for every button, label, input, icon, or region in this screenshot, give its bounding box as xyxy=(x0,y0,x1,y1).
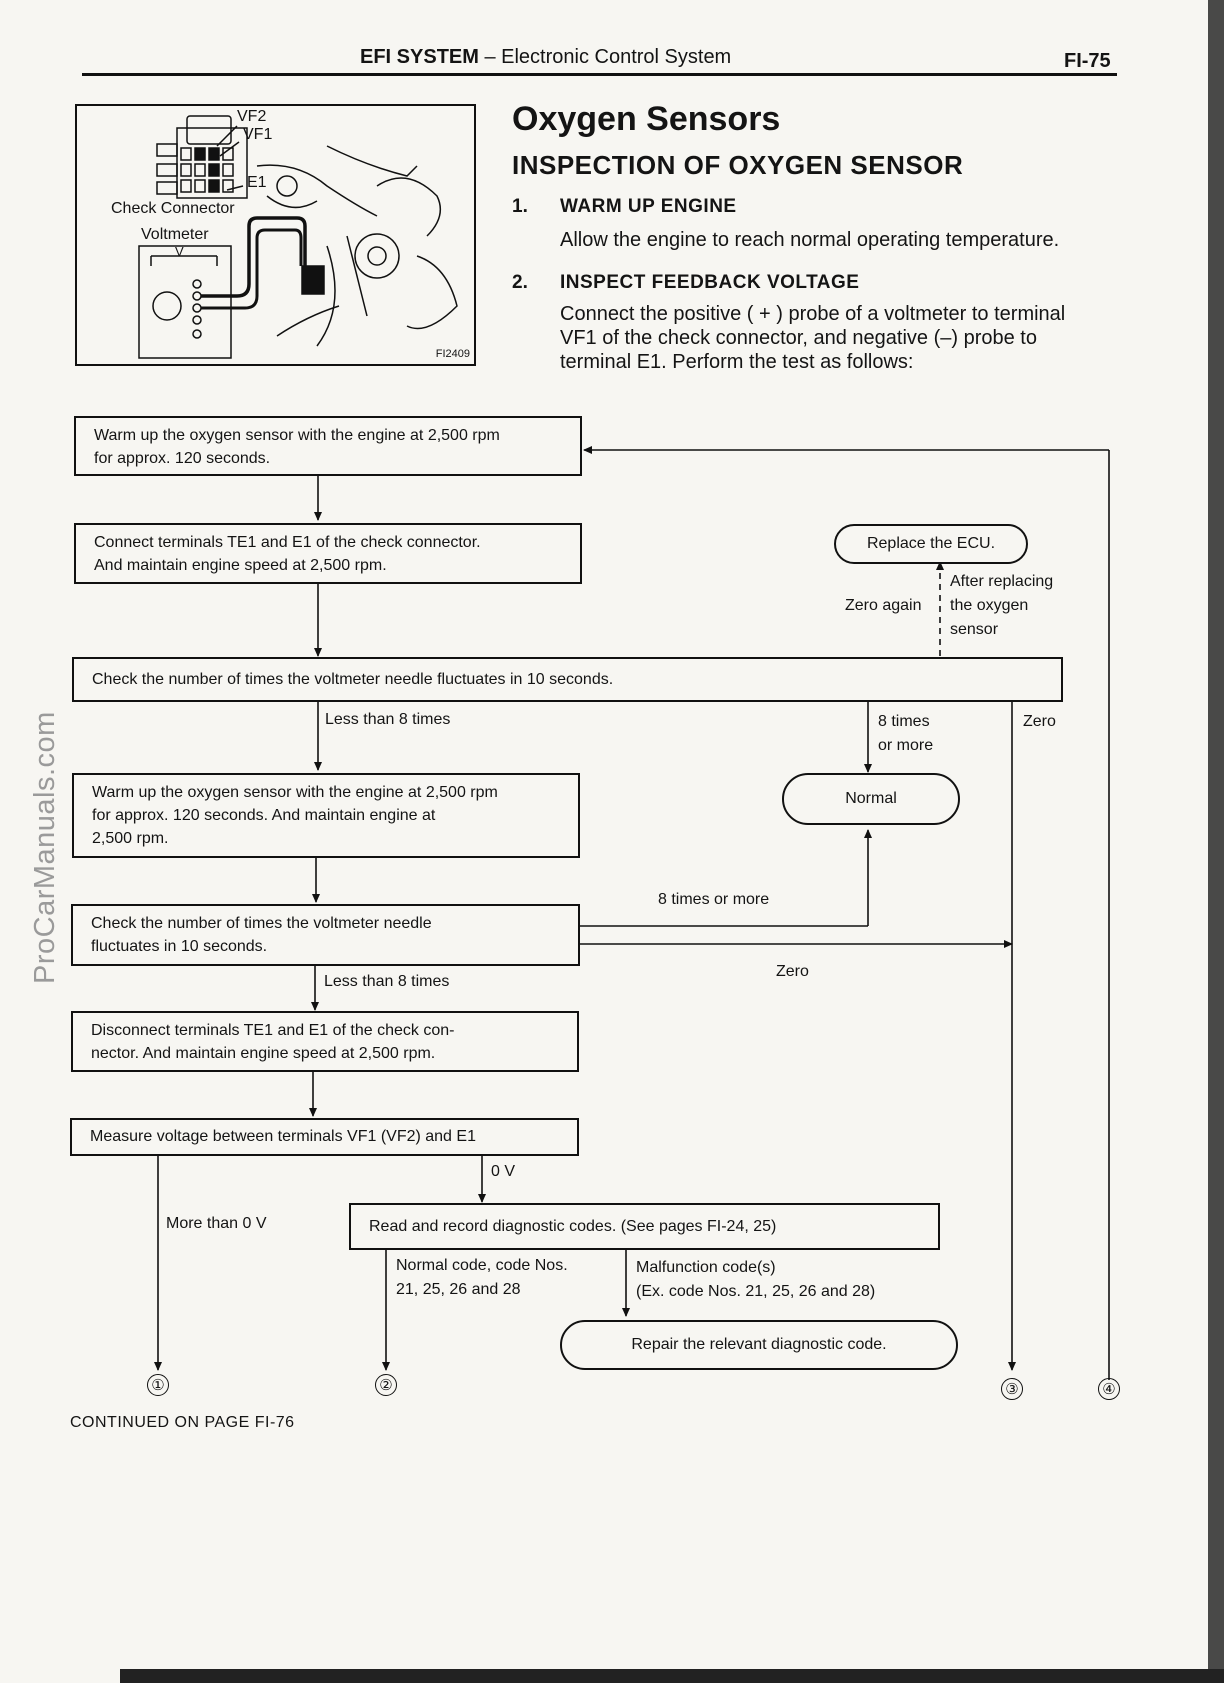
label-vf2: VF2 xyxy=(237,108,267,125)
section-subtitle: INSPECTION OF OXYGEN SENSOR xyxy=(512,150,964,180)
watermark: ProCarManuals.com xyxy=(29,711,61,984)
flow-box-warm-up-again xyxy=(72,773,580,858)
flow-replace-ecu: Replace the ECU. xyxy=(834,524,1028,564)
less-than-8-label-2: Less than 8 times xyxy=(324,973,450,990)
after-replacing-line-3: sensor xyxy=(950,621,999,638)
flow-normal: Normal xyxy=(782,773,960,825)
step-2-number: 2. xyxy=(512,272,528,293)
flow-box-disconnect-line-2: nector. And maintain engine speed at 2,500 rpm. xyxy=(91,1045,436,1062)
flow-box-warm-up-again-line-3: 2,500 rpm. xyxy=(92,830,169,847)
flow-box-measure-voltage: Measure voltage between terminals VF1 (VF2) and E1 xyxy=(70,1118,579,1156)
flow-box-connect-line-1: Connect terminals TE1 and E1 of the check connector. xyxy=(94,534,481,551)
label-vf1: VF1 xyxy=(243,126,273,143)
flow-box-read-codes: Read and record diagnostic codes. (See pages FI-24, 25) xyxy=(349,1203,940,1250)
continued-note: CONTINUED ON PAGE FI-76 xyxy=(70,1414,295,1431)
flow-box-connect-terminals xyxy=(74,523,582,584)
flow-box-warm-up-line-2: for approx. 120 seconds. xyxy=(94,450,271,467)
terminal-2: ② xyxy=(375,1374,397,1396)
flow-box-disconnect-line-1: Disconnect terminals TE1 and E1 of the check con- xyxy=(91,1022,455,1039)
zero-label-1: Zero xyxy=(1023,713,1056,730)
flow-repair-code: Repair the relevant diagnostic code. xyxy=(560,1320,958,1370)
eight-or-more-label-2: 8 times or more xyxy=(658,891,770,908)
step-1-heading: WARM UP ENGINE xyxy=(560,196,737,217)
after-replacing-line-1: After replacing xyxy=(950,573,1054,590)
flow-box-connect-line-2: And maintain engine speed at 2,500 rpm. xyxy=(94,557,387,574)
flow-box-warm-up xyxy=(74,416,582,476)
page-number: FI-75 xyxy=(1064,50,1111,72)
page-edge-shadow xyxy=(1208,0,1224,1683)
page-bottom-shadow xyxy=(120,1669,1224,1683)
flow-box-check-2-line-1: Check the number of times the voltmeter needle xyxy=(91,915,432,932)
label-v: V xyxy=(175,244,184,259)
flow-box-disconnect xyxy=(71,1011,579,1072)
flow-box-warm-up-again-line-2: for approx. 120 seconds. And maintain engine at xyxy=(92,807,436,824)
figure-code: FI2409 xyxy=(435,348,470,360)
malfunction-line-2: (Ex. code Nos. 21, 25, 26 and 28) xyxy=(636,1283,876,1300)
header-title: EFI SYSTEM – Electronic Control System xyxy=(360,46,732,68)
flow-box-warm-up-again-line-1: Warm up the oxygen sensor with the engine at 2,500 rpm xyxy=(92,784,498,801)
flow-box-check-fluctuation-2 xyxy=(71,904,580,966)
terminal-3: ③ xyxy=(1001,1378,1023,1400)
step-2-body-line-3: terminal E1. Perform the test as follows: xyxy=(560,351,914,373)
label-voltmeter: Voltmeter xyxy=(141,226,209,243)
after-replacing-line-2: the oxygen xyxy=(950,597,1029,614)
eight-or-more-label-1-line-1: 8 times xyxy=(878,713,930,730)
step-2-body-line-2: VF1 of the check connector, and negative (–) probe to xyxy=(560,327,1037,349)
flow-box-check-fluctuation: Check the number of times the voltmeter needle fluctuates in 10 seconds. xyxy=(72,657,1063,702)
step-1-body: Allow the engine to reach normal operating temperature. xyxy=(560,229,1060,251)
flow-box-check-2-line-2: fluctuates in 10 seconds. xyxy=(91,938,268,955)
step-2-heading: INSPECT FEEDBACK VOLTAGE xyxy=(560,272,860,293)
label-check-connector: Check Connector xyxy=(111,200,235,217)
normal-code-line-2: 21, 25, 26 and 28 xyxy=(396,1281,521,1298)
zero-again-label: Zero again xyxy=(845,597,922,614)
section-title: Oxygen Sensors xyxy=(512,100,781,138)
eight-or-more-label-1-line-2: or more xyxy=(878,737,934,754)
zero-label-2: Zero xyxy=(776,963,809,980)
step-2-body-line-1: Connect the positive ( + ) probe of a voltmeter to terminal xyxy=(560,303,1066,325)
more-than-0v-label: More than 0 V xyxy=(166,1215,267,1232)
flow-box-warm-up-line-1: Warm up the oxygen sensor with the engine at 2,500 rpm xyxy=(94,427,500,444)
label-e1: E1 xyxy=(247,174,267,191)
malfunction-line-1: Malfunction code(s) xyxy=(636,1259,776,1276)
step-1-number: 1. xyxy=(512,196,528,217)
terminal-1: ① xyxy=(147,1374,169,1396)
terminal-4: ④ xyxy=(1098,1378,1120,1400)
normal-code-line-1: Normal code, code Nos. xyxy=(396,1257,568,1274)
less-than-8-label-1: Less than 8 times xyxy=(325,711,451,728)
zero-volt-label: 0 V xyxy=(491,1163,516,1180)
